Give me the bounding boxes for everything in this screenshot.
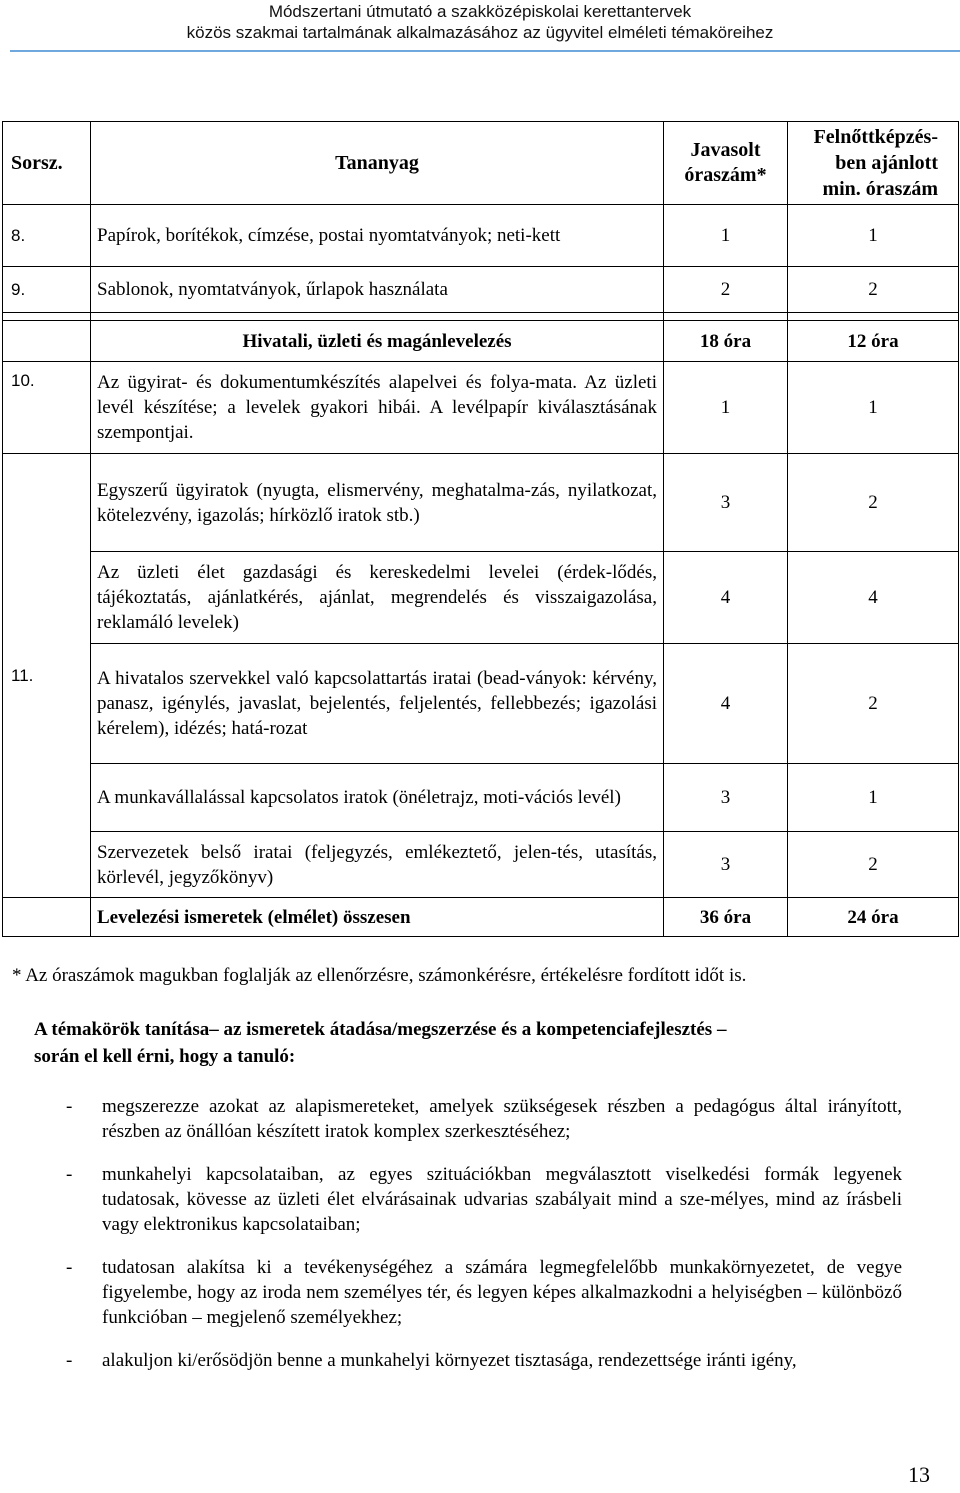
header-line-1: Módszertani útmutató a szakközépiskolai kerettantervek xyxy=(268,2,692,21)
col-header-tananyag: Tananyag xyxy=(91,122,664,205)
row-felnott: 2 xyxy=(788,454,959,552)
row-felnott: 1 xyxy=(788,764,959,832)
row-felnott: 2 xyxy=(788,832,959,898)
curriculum-table xyxy=(2,121,959,937)
page-header xyxy=(0,0,960,43)
bullet-marker: - xyxy=(66,1096,73,1117)
row-javasolt: 2 xyxy=(664,267,788,313)
header-line-2: közös szakmai tartalmának alkalmazásához az ügyvitel elméleti témaköreihez xyxy=(186,23,774,42)
total-felnott: 24 óra xyxy=(788,898,959,937)
row-topic: Szervezetek belső iratai (feljegyzés, emlékeztető, jelen-tés, utasítás, körlevél, jegyzőkönyv) xyxy=(91,832,664,898)
total-label: Levelezési ismeretek (elmélet) összesen xyxy=(91,898,664,937)
row-felnott: 1 xyxy=(788,205,959,267)
intro-paragraph xyxy=(34,1016,914,1070)
section-row xyxy=(3,321,959,362)
bullet-marker: - xyxy=(66,1257,73,1278)
table-spacer-row xyxy=(3,313,959,321)
bullet-marker: - xyxy=(66,1164,73,1185)
row-javasolt: 1 xyxy=(664,362,788,454)
table-row xyxy=(3,454,959,552)
row-javasolt: 1 xyxy=(664,205,788,267)
row-number: 8. xyxy=(3,205,91,267)
row-topic: Papírok, borítékok, címzése, postai nyomtatványok; neti-kett xyxy=(91,205,664,267)
col-header-javasolt: Javasolt óraszám* xyxy=(664,122,788,205)
row-javasolt: 4 xyxy=(664,552,788,644)
row-javasolt: 3 xyxy=(664,764,788,832)
section-javasolt: 18 óra xyxy=(664,321,788,362)
row-number: 11. xyxy=(3,454,91,898)
table-row xyxy=(3,205,959,267)
row-topic: A munkavállalással kapcsolatos iratok (önéletrajz, moti-vációs levél) xyxy=(91,764,664,832)
row-javasolt: 3 xyxy=(664,832,788,898)
row-topic: Az ügyirat- és dokumentumkészítés alapelvei és folya-mata. Az üzleti levél készítése; a levelek gyakori hibái. A levélpapír kiválasztásának szempontjai. xyxy=(91,362,664,454)
table-row xyxy=(3,362,959,454)
list-item: - munkahelyi kapcsolataiban, az egyes szituációkban megválasztott viselkedési formák legyenek tudatosak, kövesse az üzleti élet elvárásainak udvarias szabályait mind a sze-mélyes, mind az írásbeli vagy elektronikus kapcsolataiban; xyxy=(66,1164,902,1235)
intro-line-1: A témakörök tanítása– az ismeretek átadása/megszerzése és a kompetenciafejlesztés – xyxy=(34,1019,727,1040)
row-topic: Az üzleti élet gazdasági és kereskedelmi levelei (érdek-lődés, tájékoztatás, ajánlatkérés, ajánlat, megrendelés és visszaigazolása, reklamáló levelek) xyxy=(91,552,664,644)
header-divider xyxy=(10,50,960,52)
table-row xyxy=(3,552,959,644)
row-felnott: 1 xyxy=(788,362,959,454)
col-header-felnottkepzes: Felnőttképzés- ben ajánlott min. óraszám xyxy=(788,122,959,205)
col-header-sorsz: Sorsz. xyxy=(3,122,91,205)
row-topic: A hivatalos szervekkel való kapcsolattartás iratai (bead-ványok: kérvény, panasz, igénylés, javaslat, bejelentés, feljelentés, fellebbezés; igazolási kérelem), idézés; hatá-rozat xyxy=(91,644,664,764)
table-row xyxy=(3,764,959,832)
intro-line-2: során el kell érni, hogy a tanuló: xyxy=(34,1046,296,1067)
row-javasolt: 3 xyxy=(664,454,788,552)
list-item: - alakuljon ki/erősödjön benne a munkahelyi környezet tisztasága, rendezettsége iránti igény, xyxy=(66,1350,797,1371)
bullet-marker: - xyxy=(66,1350,73,1371)
total-javasolt: 36 óra xyxy=(664,898,788,937)
section-felnott: 12 óra xyxy=(788,321,959,362)
goal-list xyxy=(60,1094,902,1391)
table-row xyxy=(3,267,959,313)
section-title: Hivatali, üzleti és magánlevelezés xyxy=(91,321,664,362)
row-number: 10. xyxy=(3,362,91,454)
footnote: * Az óraszámok magukban foglalják az ellenőrzésre, számonkérésre, értékelésre fordított időt is. xyxy=(12,965,747,986)
table-header-row xyxy=(3,122,959,205)
list-item: - tudatosan alakítsa ki a tevékenységéhez a számára legmegfelelőbb munkakörnyezetet, de vegye figyelembe, hogy az iroda nem személyes tér, és legyen képes alkalmazkodni a helyiségben – különböző funkcióban – megjelenő személyekhez; xyxy=(66,1257,902,1328)
row-javasolt: 4 xyxy=(664,644,788,764)
row-felnott: 2 xyxy=(788,267,959,313)
row-topic: Egyszerű ügyiratok (nyugta, elismervény, meghatalma-zás, nyilatkozat, kötelezvény, igazolás; hírközlő iratok stb.) xyxy=(91,454,664,552)
row-topic: Sablonok, nyomtatványok, űrlapok használata xyxy=(91,267,664,313)
page-number: 13 xyxy=(908,1462,930,1487)
row-number: 9. xyxy=(3,267,91,313)
table-row xyxy=(3,644,959,764)
list-item: - megszerezze azokat az alapismereteket, amelyek szükségesek részben a pedagógus által irányított, részben az önállóan készített iratok komplex szerkesztéséhez; xyxy=(66,1096,902,1142)
total-row xyxy=(3,898,959,937)
table-row xyxy=(3,832,959,898)
row-felnott: 2 xyxy=(788,644,959,764)
row-felnott: 4 xyxy=(788,552,959,644)
